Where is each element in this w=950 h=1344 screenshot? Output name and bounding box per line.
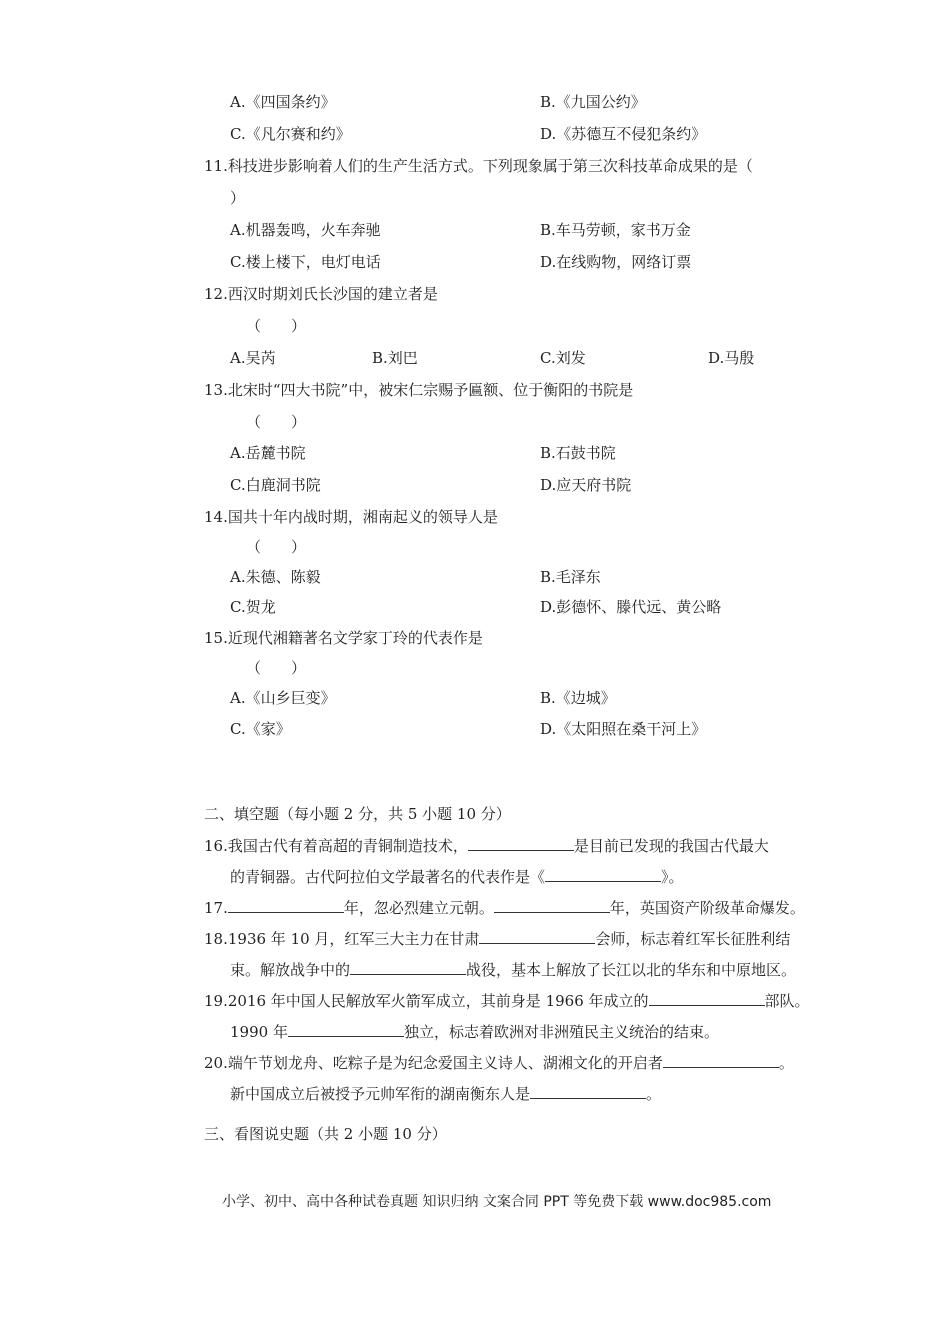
- q16-text: 是目前已发现的我国古代最大: [573, 837, 769, 855]
- answer-blank[interactable]: [479, 928, 595, 944]
- q11-paren-close: ）: [230, 189, 246, 207]
- q14-option-d: D.彭德怀、滕代远、黄公略: [540, 598, 722, 616]
- section2-heading: 二、填空题（每小题 2 分，共 5 小题 10 分）: [204, 805, 511, 823]
- q16-text: 》。: [661, 868, 684, 886]
- q13-answer-paren: （ ）: [246, 413, 307, 431]
- q17-text: 年，英国资产阶级革命爆发。: [609, 899, 805, 917]
- q11-stem: 11.科技进步影响着人们的生产生活方式。下列现象属于第三次科技革命成果的是（: [204, 157, 753, 175]
- answer-blank[interactable]: [530, 1083, 646, 1099]
- answer-blank[interactable]: [494, 897, 610, 913]
- q19-text: 19.2016 年中国人民解放军火箭军成立，其前身是 1966 年成立的: [204, 992, 649, 1010]
- q20-line-1: [204, 1052, 794, 1073]
- q12-answer-paren: （ ）: [246, 317, 307, 335]
- q18-text: 战役，基本上解放了长江以北的华东和中原地区。: [466, 961, 797, 979]
- q18-text: 会师，标志着红军长征胜利结: [595, 930, 791, 948]
- q17-text: 17.: [204, 899, 228, 917]
- q13-option-b: B.石鼓书院: [540, 444, 616, 462]
- q13-option-c: C.白鹿洞书院: [230, 476, 321, 494]
- answer-blank[interactable]: [649, 990, 765, 1006]
- q15-stem: 15.近现代湘籍著名文学家丁玲的代表作是: [204, 629, 483, 647]
- q14-option-b: B.毛泽东: [540, 568, 601, 586]
- q16-line-2: [230, 866, 684, 887]
- q15-option-b: B.《边城》: [540, 689, 616, 707]
- q14-option-c: C.贺龙: [230, 598, 276, 616]
- q19-line-1: [204, 990, 810, 1011]
- page-footer: 小学、初中、高中各种试卷真题 知识归纳 文案合同 PPT 等免费下载 www.doc985.com: [222, 1194, 772, 1210]
- q15-option-d: D.《太阳照在桑干河上》: [540, 720, 707, 738]
- answer-blank[interactable]: [288, 1021, 404, 1037]
- q18-text: 18.1936 年 10 月，红军三大主力在甘肃: [204, 930, 480, 948]
- q11-option-d: D.在线购物，网络订票: [540, 253, 692, 271]
- q11-option-c: C.楼上楼下，电灯电话: [230, 253, 381, 271]
- q15-answer-paren: （ ）: [246, 659, 307, 677]
- q11-option-a: A.机器轰鸣，火车奔驰: [230, 221, 381, 239]
- q19-line-2: [230, 1021, 719, 1042]
- q13-stem: 13.北宋时“四大书院”中，被宋仁宗赐予匾额、位于衡阳的书院是: [204, 381, 634, 399]
- answer-blank[interactable]: [350, 959, 466, 975]
- answer-blank[interactable]: [228, 897, 344, 913]
- q19-text: 部队。: [764, 992, 810, 1010]
- answer-blank[interactable]: [663, 1052, 779, 1068]
- q10-option-d: D.《苏德互不侵犯条约》: [540, 125, 707, 143]
- q11-option-b: B.车马劳顿，家书万金: [540, 221, 691, 239]
- q17-line: [204, 897, 805, 918]
- q14-option-a: A.朱德、陈毅: [230, 568, 321, 586]
- q20-line-2: [230, 1083, 661, 1104]
- q12-option-c: C.刘发: [540, 349, 586, 367]
- q15-option-a: A.《山乡巨变》: [230, 689, 336, 707]
- q20-text: 。: [778, 1054, 794, 1072]
- q16-text: 16.我国古代有着高超的青铜制造技术，: [204, 837, 468, 855]
- q12-option-a: A.吴芮: [230, 349, 276, 367]
- q14-answer-paren: （ ）: [246, 538, 307, 556]
- q20-text: 。: [646, 1085, 662, 1103]
- q16-line-1: [204, 835, 769, 856]
- q20-text: 新中国成立后被授予元帅军衔的湖南衡东人是: [230, 1085, 531, 1103]
- q12-option-d: D.马殷: [708, 349, 755, 367]
- q10-option-a: A.《四国条约》: [230, 93, 336, 111]
- answer-blank[interactable]: [468, 835, 574, 851]
- q19-text: 1990 年: [230, 1023, 288, 1041]
- q13-option-a: A.岳麓书院: [230, 444, 306, 462]
- q18-line-1: [204, 928, 790, 949]
- section3-heading: 三、看图说史题（共 2 小题 10 分）: [204, 1125, 447, 1143]
- q10-option-b: B.《九国公约》: [540, 93, 646, 111]
- q13-option-d: D.应天府书院: [540, 476, 632, 494]
- q18-text: 束。解放战争中的: [230, 961, 351, 979]
- q16-text: 的青铜器。古代阿拉伯文学最著名的代表作是《: [230, 868, 546, 886]
- answer-blank[interactable]: [545, 866, 661, 882]
- q12-option-b: B.刘巴: [372, 349, 418, 367]
- q20-text: 20.端午节划龙舟、吃粽子是为纪念爱国主义诗人、湖湘文化的开启者: [204, 1054, 663, 1072]
- q14-stem: 14.国共十年内战时期，湘南起义的领导人是: [204, 508, 498, 526]
- q12-stem: 12.西汉时期刘氏长沙国的建立者是: [204, 285, 438, 303]
- q15-option-c: C.《家》: [230, 720, 291, 738]
- q10-option-c: C.《凡尔赛和约》: [230, 125, 351, 143]
- q19-text: 独立，标志着欧洲对非洲殖民主义统治的结束。: [403, 1023, 719, 1041]
- q17-text: 年，忽必烈建立元朝。: [343, 899, 494, 917]
- q18-line-2: [230, 959, 796, 980]
